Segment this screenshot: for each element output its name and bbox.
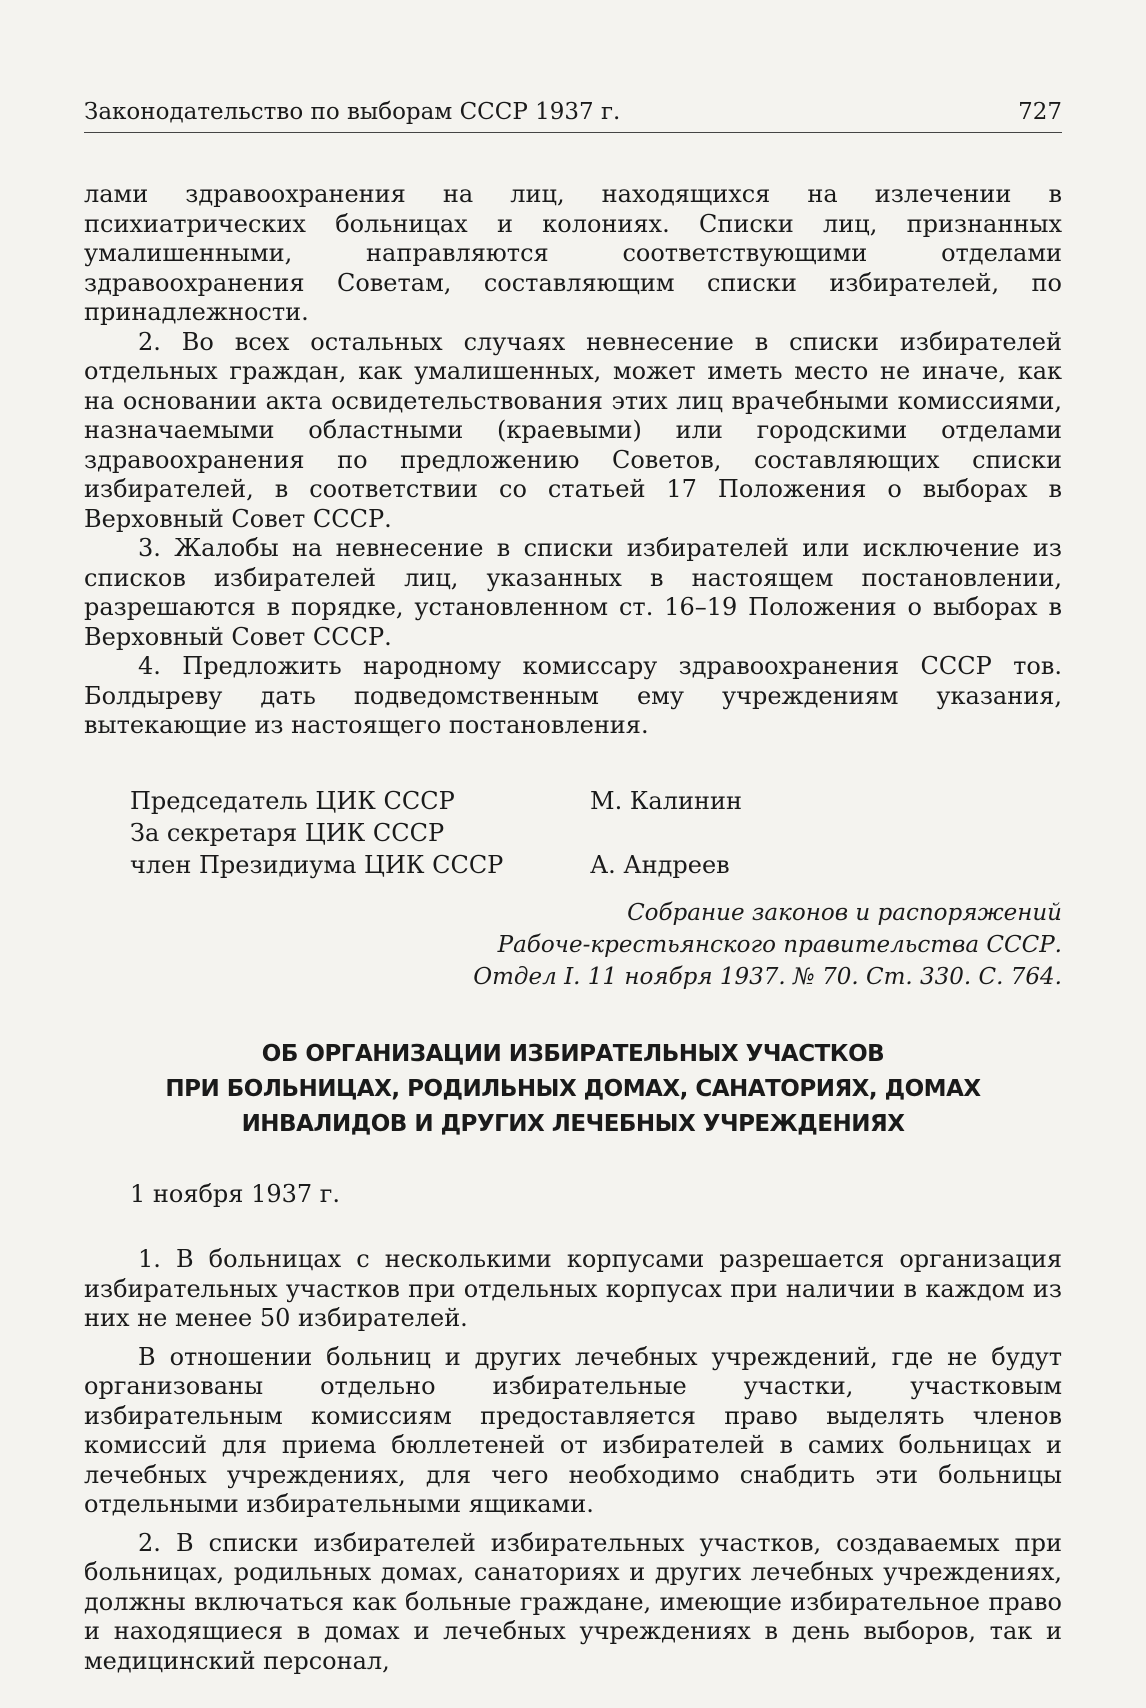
signatory-position: За секретаря ЦИК СССР: [130, 818, 445, 847]
source-line: Отдел I. 11 ноября 1937. № 70. Ст. 330. С. 764.: [473, 963, 1062, 990]
document-date: 1 ноября 1937 г.: [130, 1179, 340, 1208]
title-line: ПРИ БОЛЬНИЦАХ, РОДИЛЬНЫХ ДОМАХ, САНАТОРИЯХ, ДОМАХ: [165, 1075, 981, 1102]
signature-row: [130, 817, 1062, 849]
paragraph: В отношении больниц и других лечебных учреждений, где не будут организованы отдельно избирательные участки, участковым избирательным комиссиям предоставляется право выделять членов комиссий для приема бюллетеней от избирателей в самих больницах и лечебных учреждениях, для чего необходимо снабдить эти больницы отдельными избирательными ящиками.: [84, 1342, 1062, 1518]
signatory-position: член Президиума ЦИК СССР: [130, 850, 504, 879]
header-rule: [84, 132, 1062, 133]
paragraph-point-2: 2. В списки избирателей избирательных участков, создаваемых при больницах, родильных домах, санаториях и других лечебных учреждениях, должны включаться как больные граждане, имеющие избирательное право и находящиеся в домах и лечебных учреждениях в день выборов, так и медицинский персонал,: [84, 1528, 1062, 1675]
paragraph-continuation: лами здравоохранения на лиц, находящихся на излечении в психиатрических больницах и колониях. Списки лиц, признанных умалишенными, направляются соответствующими отделами здравоохранения Советам, составляющим списки избирателей, по принадлежности.: [84, 180, 1062, 326]
paragraph-point-3: 3. Жалобы на невнесение в списки избирателей или исключение из списков избирателей лиц, указанных в настоящем постановлении, разрешаются в порядке, установленном ст. 16–19 Положения о выборах в Верховный Совет СССР.: [84, 534, 1062, 651]
signatory-name: [590, 817, 1062, 849]
signature-row: [130, 849, 1062, 881]
paragraph-point-4: 4. Предложить народному комиссару здравоохранения СССР тов. Болдыреву дать подведомственным ему учреждениям указания, вытекающие из настоящего постановления.: [84, 652, 1062, 739]
page-body: [84, 180, 1062, 1676]
document-title: [84, 1037, 1062, 1142]
title-line: ОБ ОРГАНИЗАЦИИ ИЗБИРАТЕЛЬНЫХ УЧАСТКОВ: [261, 1040, 885, 1067]
page-number: 727: [1018, 99, 1062, 125]
paragraph-point-2: 2. Во всех остальных случаях невнесение в списки избирателей отдельных граждан, как умалишенных, может иметь место не иначе, как на основании акта освидетельствования этих лиц врачебными комиссиями, назначаемыми областными (краевыми) или городскими отделами здравоохранения по предложению Советов, составляющих списки избирателей, в соответствии со статьей 17 Положения о выборах в Верховный Совет СССР.: [84, 327, 1062, 533]
running-head: [84, 98, 1062, 126]
document-body: [84, 1245, 1062, 1676]
signatory-position: Председатель ЦИК СССР: [130, 786, 455, 815]
signature-block: [130, 785, 1062, 881]
source-line: Рабоче-крестьянского правительства СССР.: [497, 931, 1062, 958]
signature-row: [130, 785, 1062, 817]
running-head-title: Законодательство по выборам СССР 1937 г.: [84, 99, 621, 125]
signatory-name: А. Андреев: [590, 850, 730, 879]
source-citation: [84, 897, 1062, 993]
paragraph-point-1: 1. В больницах с несколькими корпусами разрешается организация избирательных участков при отдельных корпусах при наличии в каждом из них не менее 50 избирателей.: [84, 1245, 1062, 1332]
signatory-name: М. Калинин: [590, 786, 742, 815]
source-line: Собрание законов и распоряжений: [627, 899, 1062, 926]
title-line: ИНВАЛИДОВ И ДРУГИХ ЛЕЧЕБНЫХ УЧРЕЖДЕНИЯХ: [241, 1110, 905, 1137]
